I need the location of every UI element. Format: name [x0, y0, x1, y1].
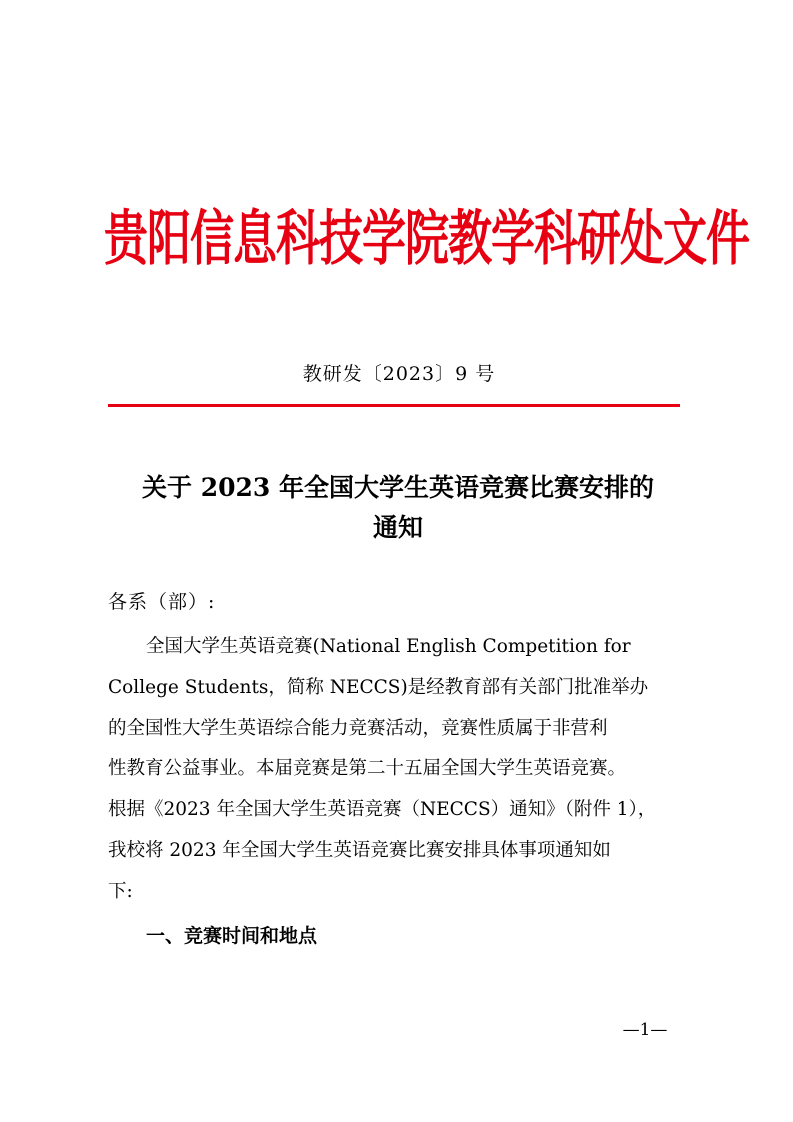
notice-title-line-2: 通知 — [372, 513, 423, 542]
body-line: 我校将 2023 年全国大学生英语竞赛比赛安排具体事项通知如 — [108, 839, 611, 861]
org-red-header: 贵阳信息科技学院教学科研处文件 — [104, 204, 749, 274]
body-line: 下: — [108, 880, 133, 902]
body-line: 根据《2023 年全国大学生英语竞赛（NECCS）通知》（附件 1）， — [108, 799, 657, 821]
red-divider-line — [108, 404, 680, 407]
salutation: 各系（部）: — [108, 591, 216, 613]
notice-title-line-1: 关于 2023 年全国大学生英语竞赛比赛安排的 — [142, 473, 654, 502]
body-line: College Students，简称 NECCS)是经教育部有关部门批准举办 — [108, 676, 649, 698]
page-number: —1— — [622, 1020, 668, 1040]
body-line: 性教育公益事业。本届竞赛是第二十五届全国大学生英语竞赛。 — [108, 758, 627, 780]
body-paragraph — [108, 627, 698, 913]
notice-title — [100, 468, 696, 548]
body-line: 全国大学生英语竞赛(National English Competition for — [146, 636, 631, 657]
document-number: 教研发〔2023〕9 号 — [302, 363, 496, 385]
body-line: 的全国性大学生英语综合能力竞赛活动，竞赛性质属于非营利 — [108, 717, 608, 739]
section-heading-time-location: 一、竞赛时间和地点 — [146, 925, 318, 947]
